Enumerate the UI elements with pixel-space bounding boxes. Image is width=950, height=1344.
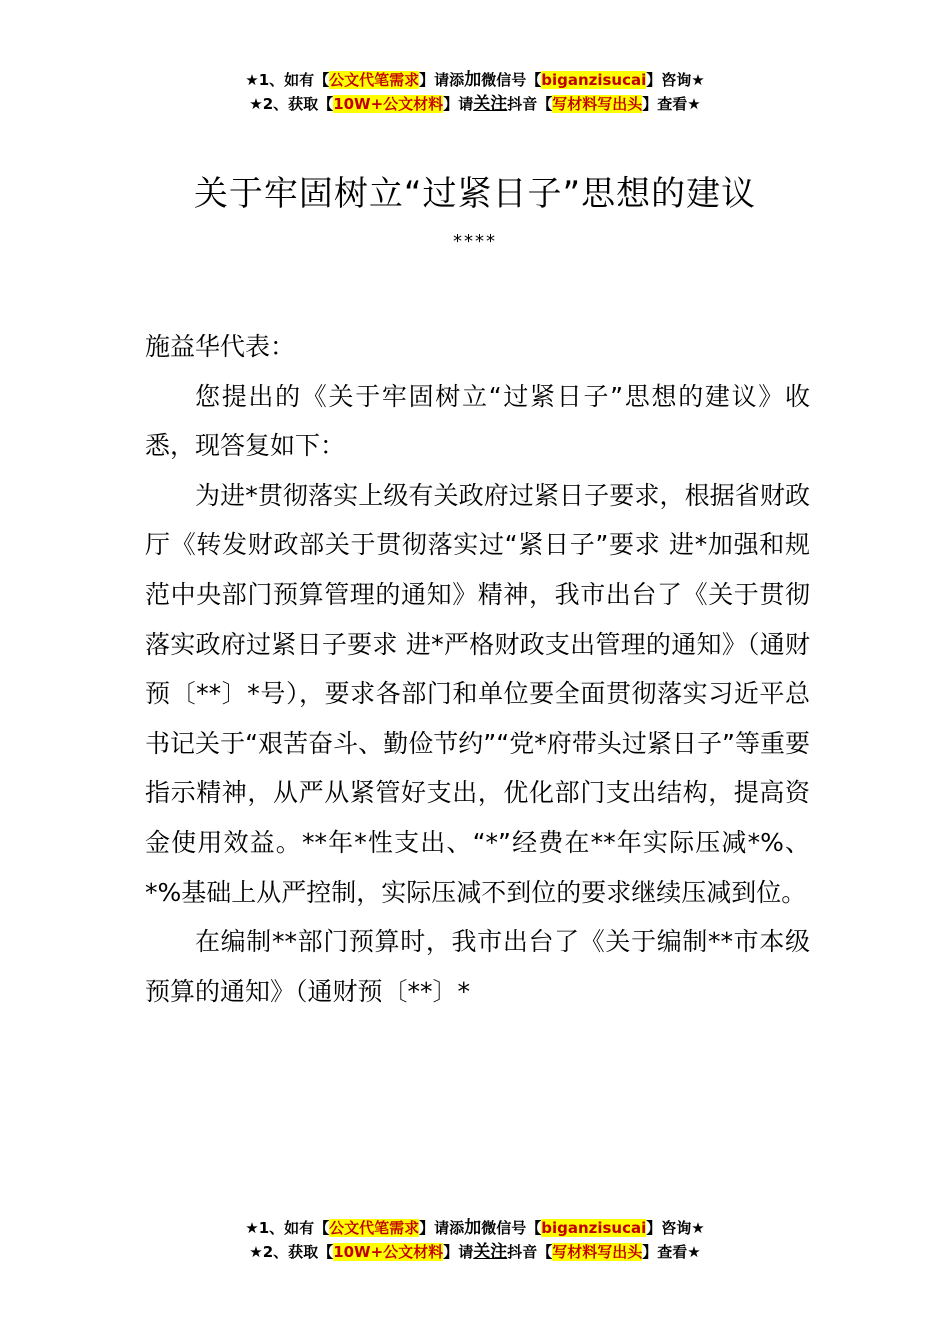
document-body [145,322,810,1016]
highlight-douyin-account: 写材料写出头 [552,1243,643,1261]
paragraph: 您提出的《关于牢固树立“过紧日子”思想的建议》收悉，现答复如下： [145,381,810,461]
paragraph: 在编制**部门预算时，我市出台了《关于编制**市本级预算的通知》（通财预〔**〕* [145,927,810,1006]
footer-banner-line-2 [0,1240,950,1264]
banner-text: 】请 [443,95,474,113]
highlight-wechat-id: biganzisucai [541,71,647,89]
highlight-materials: 10W+公文材料 [333,1243,444,1261]
banner-text: 抖音【 [507,95,553,113]
banner-text: ★2、获取【 [249,95,334,113]
document-title: 关于牢固树立“过紧日子”思想的建议 [193,174,757,214]
emphasis-word: 加 [464,1218,482,1238]
highlight-douyin-account: 写材料写出头 [552,95,643,113]
banner-text: 】查看★ [642,95,701,113]
emphasis-word: 关注 [473,1242,508,1262]
banner-text: 】请 [443,1243,474,1261]
highlight-materials: 10W+公文材料 [333,95,444,113]
banner-text: ★2、获取【 [249,1243,334,1261]
banner-text: 】咨询★ [646,71,705,89]
banner-text: ★1、如有【 [245,71,330,89]
banner-text: 】查看★ [642,1243,701,1261]
salutation: 施益华代表： [145,332,296,361]
emphasis-word: 关注 [473,94,508,114]
banner-text: 】请添 [419,1219,465,1237]
emphasis-word: 加 [464,70,482,90]
banner-text: 】咨询★ [646,1219,705,1237]
highlight-service: 公文代笔需求 [329,71,420,89]
banner-text: 微信号【 [481,1219,542,1237]
paragraph: 为进*贯彻落实上级有关政府过紧日子要求，根据省财政厅《转发财政部关于贯彻落实过“紧日子”要求 进*加强和规范中央部门预算管理的通知》精神，我市出台了《关于贯彻落实政府过紧日子要求 进*严格财政支出管理的通知》（通财预〔**〕*号），要求各部门和单位要全面贯彻落实习近平总书记关于“艰苦奋斗、勤俭节约”“党*府带头过紧日子”等重要指示精神，从严从紧管好支出，优化部门支出结构，提高资金使用效益。**年*性支出、“*”经费在**年实际压减*%、*%基础上从严控制，实际压减不到位的要求继续压减到位。 [145,480,810,907]
banner-text: ★1、如有【 [245,1219,330,1237]
banner-text: 】请添 [419,71,465,89]
footer-banner-line-1 [0,1216,950,1240]
highlight-wechat-id: biganzisucai [541,1219,647,1237]
header-banner-line-2 [0,92,950,116]
footer-banner [0,1216,950,1264]
banner-text: 抖音【 [507,1243,553,1261]
header-banner [0,68,950,116]
banner-text: 微信号【 [481,71,542,89]
header-banner-line-1 [0,68,950,92]
document-author: **** [453,231,497,252]
highlight-service: 公文代笔需求 [329,1219,420,1237]
